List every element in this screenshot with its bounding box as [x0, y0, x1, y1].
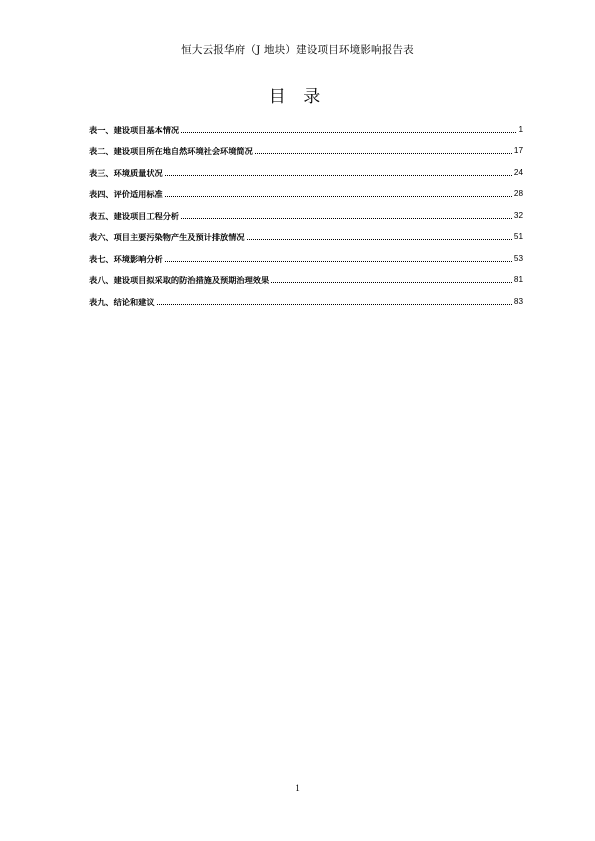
- toc-entry-label: 表七、环境影响分析: [89, 253, 163, 264]
- toc-entry[interactable]: [89, 157, 523, 179]
- toc-leader-dots: [165, 174, 512, 176]
- toc-entry[interactable]: [89, 222, 523, 244]
- toc-entry-page: 83: [513, 296, 523, 306]
- toc-leader-dots: [247, 238, 512, 240]
- toc-entry-label: 表九、结论和建议: [89, 296, 155, 307]
- toc-entry-page: 51: [513, 232, 523, 241]
- toc-entry-label: 表五、建设项目工程分析: [89, 210, 180, 221]
- running-header: 恒大云报华府（J 地块）建设项目环境影响报告表: [181, 44, 414, 56]
- toc-entry[interactable]: [89, 179, 523, 201]
- toc-leader-dots: [165, 260, 512, 262]
- toc-entry-page: 81: [513, 275, 523, 284]
- toc-leader-dots: [271, 281, 512, 283]
- toc-entry[interactable]: [89, 286, 523, 308]
- toc-entry-label: 表八、建设项目拟采取的防治措施及预期治理效果: [89, 275, 270, 285]
- toc-leader-dots: [255, 152, 512, 154]
- toc-title: 目 录: [268, 87, 327, 107]
- toc-entry-label: 表三、环境质量状况: [89, 167, 163, 178]
- toc-leader-dots: [157, 303, 512, 305]
- toc-leader-dots: [181, 131, 516, 133]
- toc-entry-page: 24: [513, 167, 523, 177]
- toc-entry-label: 表四、评价适用标准: [89, 189, 163, 199]
- toc-entry[interactable]: [89, 243, 523, 265]
- toc-entry-page: 32: [513, 210, 523, 220]
- toc-entry-page: 28: [513, 189, 523, 198]
- toc-entry[interactable]: [89, 136, 523, 158]
- toc-entry-page: 53: [513, 253, 523, 263]
- toc-entry-page: 1: [518, 124, 523, 134]
- toc-entry[interactable]: [89, 114, 523, 136]
- table-of-contents: [89, 114, 523, 308]
- toc-leader-dots: [181, 217, 512, 219]
- toc-entry-label: 表二、建设项目所在地自然环境社会环境简况: [89, 146, 253, 156]
- toc-entry-label: 表一、建设项目基本情况: [89, 124, 180, 135]
- toc-entry-label: 表六、项目主要污染物产生及预计排放情况: [89, 232, 245, 242]
- toc-leader-dots: [165, 195, 512, 197]
- toc-entry[interactable]: [89, 200, 523, 222]
- page-number: 1: [295, 783, 300, 793]
- toc-entry-page: 17: [513, 146, 523, 155]
- toc-entry[interactable]: [89, 265, 523, 287]
